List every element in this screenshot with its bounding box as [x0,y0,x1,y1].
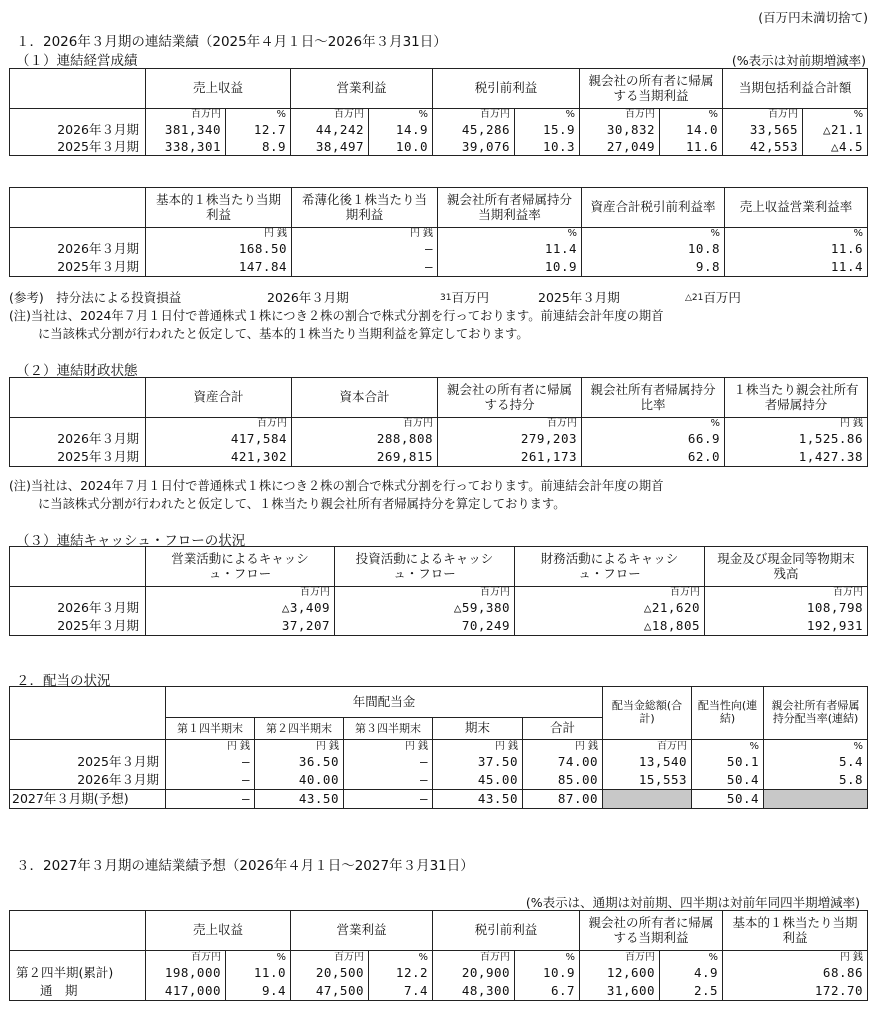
reference-value: △21 [685,293,704,303]
reference-period-2: 2025年３月期 [538,290,620,305]
value-cell: 279,203 [438,431,582,449]
unit-cell: 百万円 [580,951,660,965]
unit-cell: % [764,740,868,754]
value-cell: 14.9 [369,122,433,139]
value-cell: — [292,241,438,259]
value-cell: 10.3 [515,139,580,156]
header-equity-ratio: 親会社所有者帰属持分比率 [582,378,725,418]
header-owners-profit: 親会社の所有者に帰属する当期利益 [580,911,723,951]
value-cell: 12.2 [369,965,433,983]
value-cell: 12,600 [580,965,660,983]
value-cell: 13,540 [603,754,692,772]
value-cell: 70,249 [335,618,515,636]
unit-cell: % [438,228,582,241]
unit-cell: 円 銭 [292,228,438,241]
value-cell: — [166,754,255,772]
reference-unit: 百万円 [703,290,741,305]
row-label: 通 期 [10,983,146,1001]
unit-cell: 百万円 [723,109,803,122]
unit-cell: 百万円 [292,418,438,431]
value-cell: 40.00 [255,772,344,790]
dividends-heading: ２．配当の状況 [16,673,111,689]
header-roa: 資産合計税引前利益率 [582,188,725,228]
table-row-forecast [10,790,868,809]
value-cell: 147.84 [146,259,292,277]
value-cell: 9.8 [582,259,725,277]
financial-position-heading: （２）連結財政状態 [16,363,138,379]
unit-cell: 百万円 [291,109,369,122]
value-cell: 37.50 [433,754,523,772]
unit-cell: 百万円 [146,587,335,600]
header-doe: 親会社所有者帰属持分配当率(連結) [764,687,868,740]
row-label: 2025年３月期 [10,449,146,467]
header-pretax-profit: 税引前利益 [433,911,580,951]
unit-cell: 百万円 [433,951,515,965]
percent-change-note: (%表示は対前期増減率) [731,53,866,68]
row-label-header [10,718,166,740]
shaded-cell [764,790,868,809]
operating-results-table [9,68,868,156]
header-q1: 第１四半期末 [166,718,255,740]
unit-cell: 百万円 [335,587,515,600]
header-total-dividends: 配当金総額(合計) [603,687,692,740]
unit-cell: 百万円 [146,109,226,122]
unit-cell: % [803,109,868,122]
value-cell: △18,805 [515,618,705,636]
header-owners-equity: 親会社の所有者に帰属する持分 [438,378,582,418]
row-label: 2025年３月期 [10,754,166,772]
header-q3: 第３四半期末 [344,718,433,740]
value-cell: 36.50 [255,754,344,772]
row-label: 第２四半期(累計) [10,965,146,983]
row-label-header [10,911,146,951]
reference-value: 31 [440,293,452,303]
unit-cell: % [582,418,725,431]
table-row [10,983,868,1001]
value-cell: 261,173 [438,449,582,467]
value-cell: — [166,790,255,809]
table-row [10,772,868,790]
header-cash-balance: 現金及び現金同等物期末残高 [705,547,868,587]
value-cell: — [166,772,255,790]
value-cell: 74.00 [523,754,603,772]
value-cell: 192,931 [705,618,868,636]
value-cell: 50.1 [692,754,764,772]
value-cell: — [292,259,438,277]
value-cell: 15.9 [515,122,580,139]
header-revenue: 売上収益 [146,69,291,109]
header-revenue: 売上収益 [146,911,291,951]
unit-row-label [10,418,146,431]
value-cell: 5.4 [764,754,868,772]
header-bps: １株当たり親会社所有者帰属持分 [725,378,868,418]
header-diluted-eps: 希薄化後１株当たり当期利益 [292,188,438,228]
unit-cell: 百万円 [291,951,369,965]
value-cell: 1,525.86 [725,431,868,449]
value-cell: 85.00 [523,772,603,790]
unit-cell: % [692,740,764,754]
table-row [10,600,868,618]
value-cell: 338,301 [146,139,226,156]
unit-cell: 円 銭 [433,740,523,754]
unit-row-label [10,109,146,122]
unit-cell: % [725,228,868,241]
value-cell: 7.4 [369,983,433,1001]
reference-label: (参考) 持分法による投資損益 [9,290,182,305]
row-label-header [10,547,146,587]
row-label: 2026年３月期 [10,772,166,790]
value-cell: △3,409 [146,600,335,618]
unit-cell: % [369,951,433,965]
header-operating-margin: 売上収益営業利益率 [725,188,868,228]
value-cell: 198,000 [146,965,226,983]
value-cell: 10.9 [515,965,580,983]
header-total: 合計 [523,718,603,740]
value-cell: — [344,754,433,772]
cash-flow-heading: （３）連結キャッシュ・フローの状況 [16,533,246,549]
value-cell: 1,427.38 [725,449,868,467]
value-cell: — [344,772,433,790]
unit-cell: 百万円 [433,109,515,122]
operating-results-heading: （１）連結経営成績 [16,53,138,69]
section-title-results: １．2026年３月期の連結業績（2025年４月１日～2026年３月31日） [16,34,447,50]
value-cell: 417,584 [146,431,292,449]
unit-cell: % [660,109,723,122]
rounding-note: (百万円未満切捨て) [758,10,868,25]
value-cell: △4.5 [803,139,868,156]
value-cell: 66.9 [582,431,725,449]
value-cell: 10.8 [582,241,725,259]
value-cell: 68.86 [723,965,868,983]
row-label-header [10,188,146,228]
value-cell: 42,553 [723,139,803,156]
value-cell: 48,300 [433,983,515,1001]
unit-cell: 円 銭 [344,740,433,754]
note-stock-split-bps-line1: (注)当社は、2024年７月１日付で普通株式１株につき２株の割合で株式分割を行っております。前連結会計年度の期首 [9,479,664,493]
unit-cell: % [582,228,725,241]
value-cell: 11.0 [226,965,291,983]
value-cell: 11.4 [725,259,868,277]
value-cell: 20,900 [433,965,515,983]
header-payout-ratio: 配当性向(連結) [692,687,764,740]
row-label-header [10,69,146,109]
header-annual-dividends: 年間配当金 [166,687,603,718]
value-cell: 168.50 [146,241,292,259]
value-cell: 10.9 [438,259,582,277]
value-cell: 2.5 [660,983,723,1001]
value-cell: △21,620 [515,600,705,618]
value-cell: 87.00 [523,790,603,809]
header-total-assets: 資産合計 [146,378,292,418]
reference-value-2 [685,288,741,306]
value-cell: 4.9 [660,965,723,983]
value-cell: 14.0 [660,122,723,139]
value-cell: 11.6 [725,241,868,259]
unit-row-label [10,740,166,754]
header-financing-cf: 財務活動によるキャッシュ・フロー [515,547,705,587]
value-cell: 6.7 [515,983,580,1001]
table-row [10,431,868,449]
table-row [10,259,868,277]
value-cell: 45,286 [433,122,515,139]
unit-cell: 百万円 [705,587,868,600]
value-cell: 33,565 [723,122,803,139]
value-cell: 15,553 [603,772,692,790]
value-cell: 50.4 [692,790,764,809]
note-stock-split-eps-line2: に当該株式分割が行われたと仮定して、基本的１株当たり当期利益を算定しております。 [38,327,529,341]
value-cell: 12.7 [226,122,291,139]
unit-cell: 円 銭 [725,418,868,431]
row-label: 2026年３月期 [10,241,146,259]
header-total-equity: 資本合計 [292,378,438,418]
unit-cell: 円 銭 [723,951,868,965]
per-share-table [9,187,868,277]
unit-cell: 円 銭 [523,740,603,754]
header-investing-cf: 投資活動によるキャッシュ・フロー [335,547,515,587]
unit-cell: % [660,951,723,965]
value-cell: 30,832 [580,122,660,139]
unit-cell: 百万円 [603,740,692,754]
unit-cell: 百万円 [146,951,226,965]
table-row [10,965,868,983]
value-cell: 269,815 [292,449,438,467]
value-cell: — [344,790,433,809]
table-row [10,449,868,467]
reference-unit: 百万円 [451,290,489,305]
equity-method-reference [9,288,181,306]
cash-flow-table [9,546,868,636]
row-label-header [10,378,146,418]
header-basic-eps: 基本的１株当たり当期利益 [146,188,292,228]
unit-cell: 百万円 [146,418,292,431]
reference-period-1: 2026年３月期 [267,290,349,305]
value-cell: 50.4 [692,772,764,790]
unit-cell: 円 銭 [255,740,344,754]
value-cell: 47,500 [291,983,369,1001]
forecast-heading: ３．2027年３月期の連結業績予想（2026年４月１日～2027年３月31日） [16,858,474,874]
unit-cell: 円 銭 [166,740,255,754]
header-year-end: 期末 [433,718,523,740]
value-cell: 37,207 [146,618,335,636]
table-row [10,122,868,139]
value-cell: 421,302 [146,449,292,467]
table-row [10,754,868,772]
header-roe: 親会社所有者帰属持分当期利益率 [438,188,582,228]
forecast-percent-note: (%表示は、通期は対前期、四半期は対前年同四半期増減率) [525,895,860,910]
dividends-table [9,686,868,809]
header-operating-profit: 営業利益 [291,69,433,109]
table-row [10,139,868,156]
value-cell: 45.00 [433,772,523,790]
unit-cell: 円 銭 [146,228,292,241]
value-cell: 5.8 [764,772,868,790]
forecast-table [9,910,868,1001]
row-label: 2026年３月期 [10,431,146,449]
row-label-header [10,687,166,718]
reference-value-1 [440,288,489,306]
value-cell: 43.50 [255,790,344,809]
row-label: 2026年３月期 [10,122,146,139]
value-cell: 38,497 [291,139,369,156]
row-label: 2025年３月期 [10,139,146,156]
value-cell: 11.6 [660,139,723,156]
row-label: 2025年３月期 [10,618,146,636]
value-cell: 381,340 [146,122,226,139]
value-cell: △21.1 [803,122,868,139]
value-cell: 62.0 [582,449,725,467]
row-label: 2027年３月期(予想) [10,790,166,809]
unit-row-label [10,587,146,600]
note-stock-split-eps-line1: (注)当社は、2024年７月１日付で普通株式１株につき２株の割合で株式分割を行っております。前連結会計年度の期首 [9,309,664,323]
value-cell: 11.4 [438,241,582,259]
unit-cell: 百万円 [438,418,582,431]
header-q2: 第２四半期末 [255,718,344,740]
shaded-cell [603,790,692,809]
value-cell: 31,600 [580,983,660,1001]
unit-row-label [10,951,146,965]
row-label: 2025年３月期 [10,259,146,277]
row-label: 2026年３月期 [10,600,146,618]
unit-cell: 百万円 [515,587,705,600]
value-cell: 10.0 [369,139,433,156]
value-cell: △59,380 [335,600,515,618]
unit-cell: % [369,109,433,122]
unit-cell: % [226,109,291,122]
unit-cell: % [515,951,580,965]
value-cell: 9.4 [226,983,291,1001]
unit-cell: % [515,109,580,122]
value-cell: 172.70 [723,983,868,1001]
value-cell: 20,500 [291,965,369,983]
header-operating-cf: 営業活動によるキャッシュ・フロー [146,547,335,587]
financial-position-table [9,377,868,467]
note-stock-split-bps-line2: に当該株式分割が行われたと仮定して、１株当たり親会社所有者帰属持分を算定しております。 [38,497,566,511]
value-cell: 43.50 [433,790,523,809]
value-cell: 44,242 [291,122,369,139]
table-row [10,241,868,259]
value-cell: 8.9 [226,139,291,156]
value-cell: 27,049 [580,139,660,156]
value-cell: 417,000 [146,983,226,1001]
header-comprehensive-income: 当期包括利益合計額 [723,69,868,109]
header-operating-profit: 営業利益 [291,911,433,951]
header-owners-profit: 親会社の所有者に帰属する当期利益 [580,69,723,109]
unit-row-label [10,228,146,241]
header-basic-eps: 基本的１株当たり当期利益 [723,911,868,951]
value-cell: 288,808 [292,431,438,449]
unit-cell: % [226,951,291,965]
value-cell: 39,076 [433,139,515,156]
value-cell: 108,798 [705,600,868,618]
table-row [10,618,868,636]
unit-cell: 百万円 [580,109,660,122]
header-pretax-profit: 税引前利益 [433,69,580,109]
